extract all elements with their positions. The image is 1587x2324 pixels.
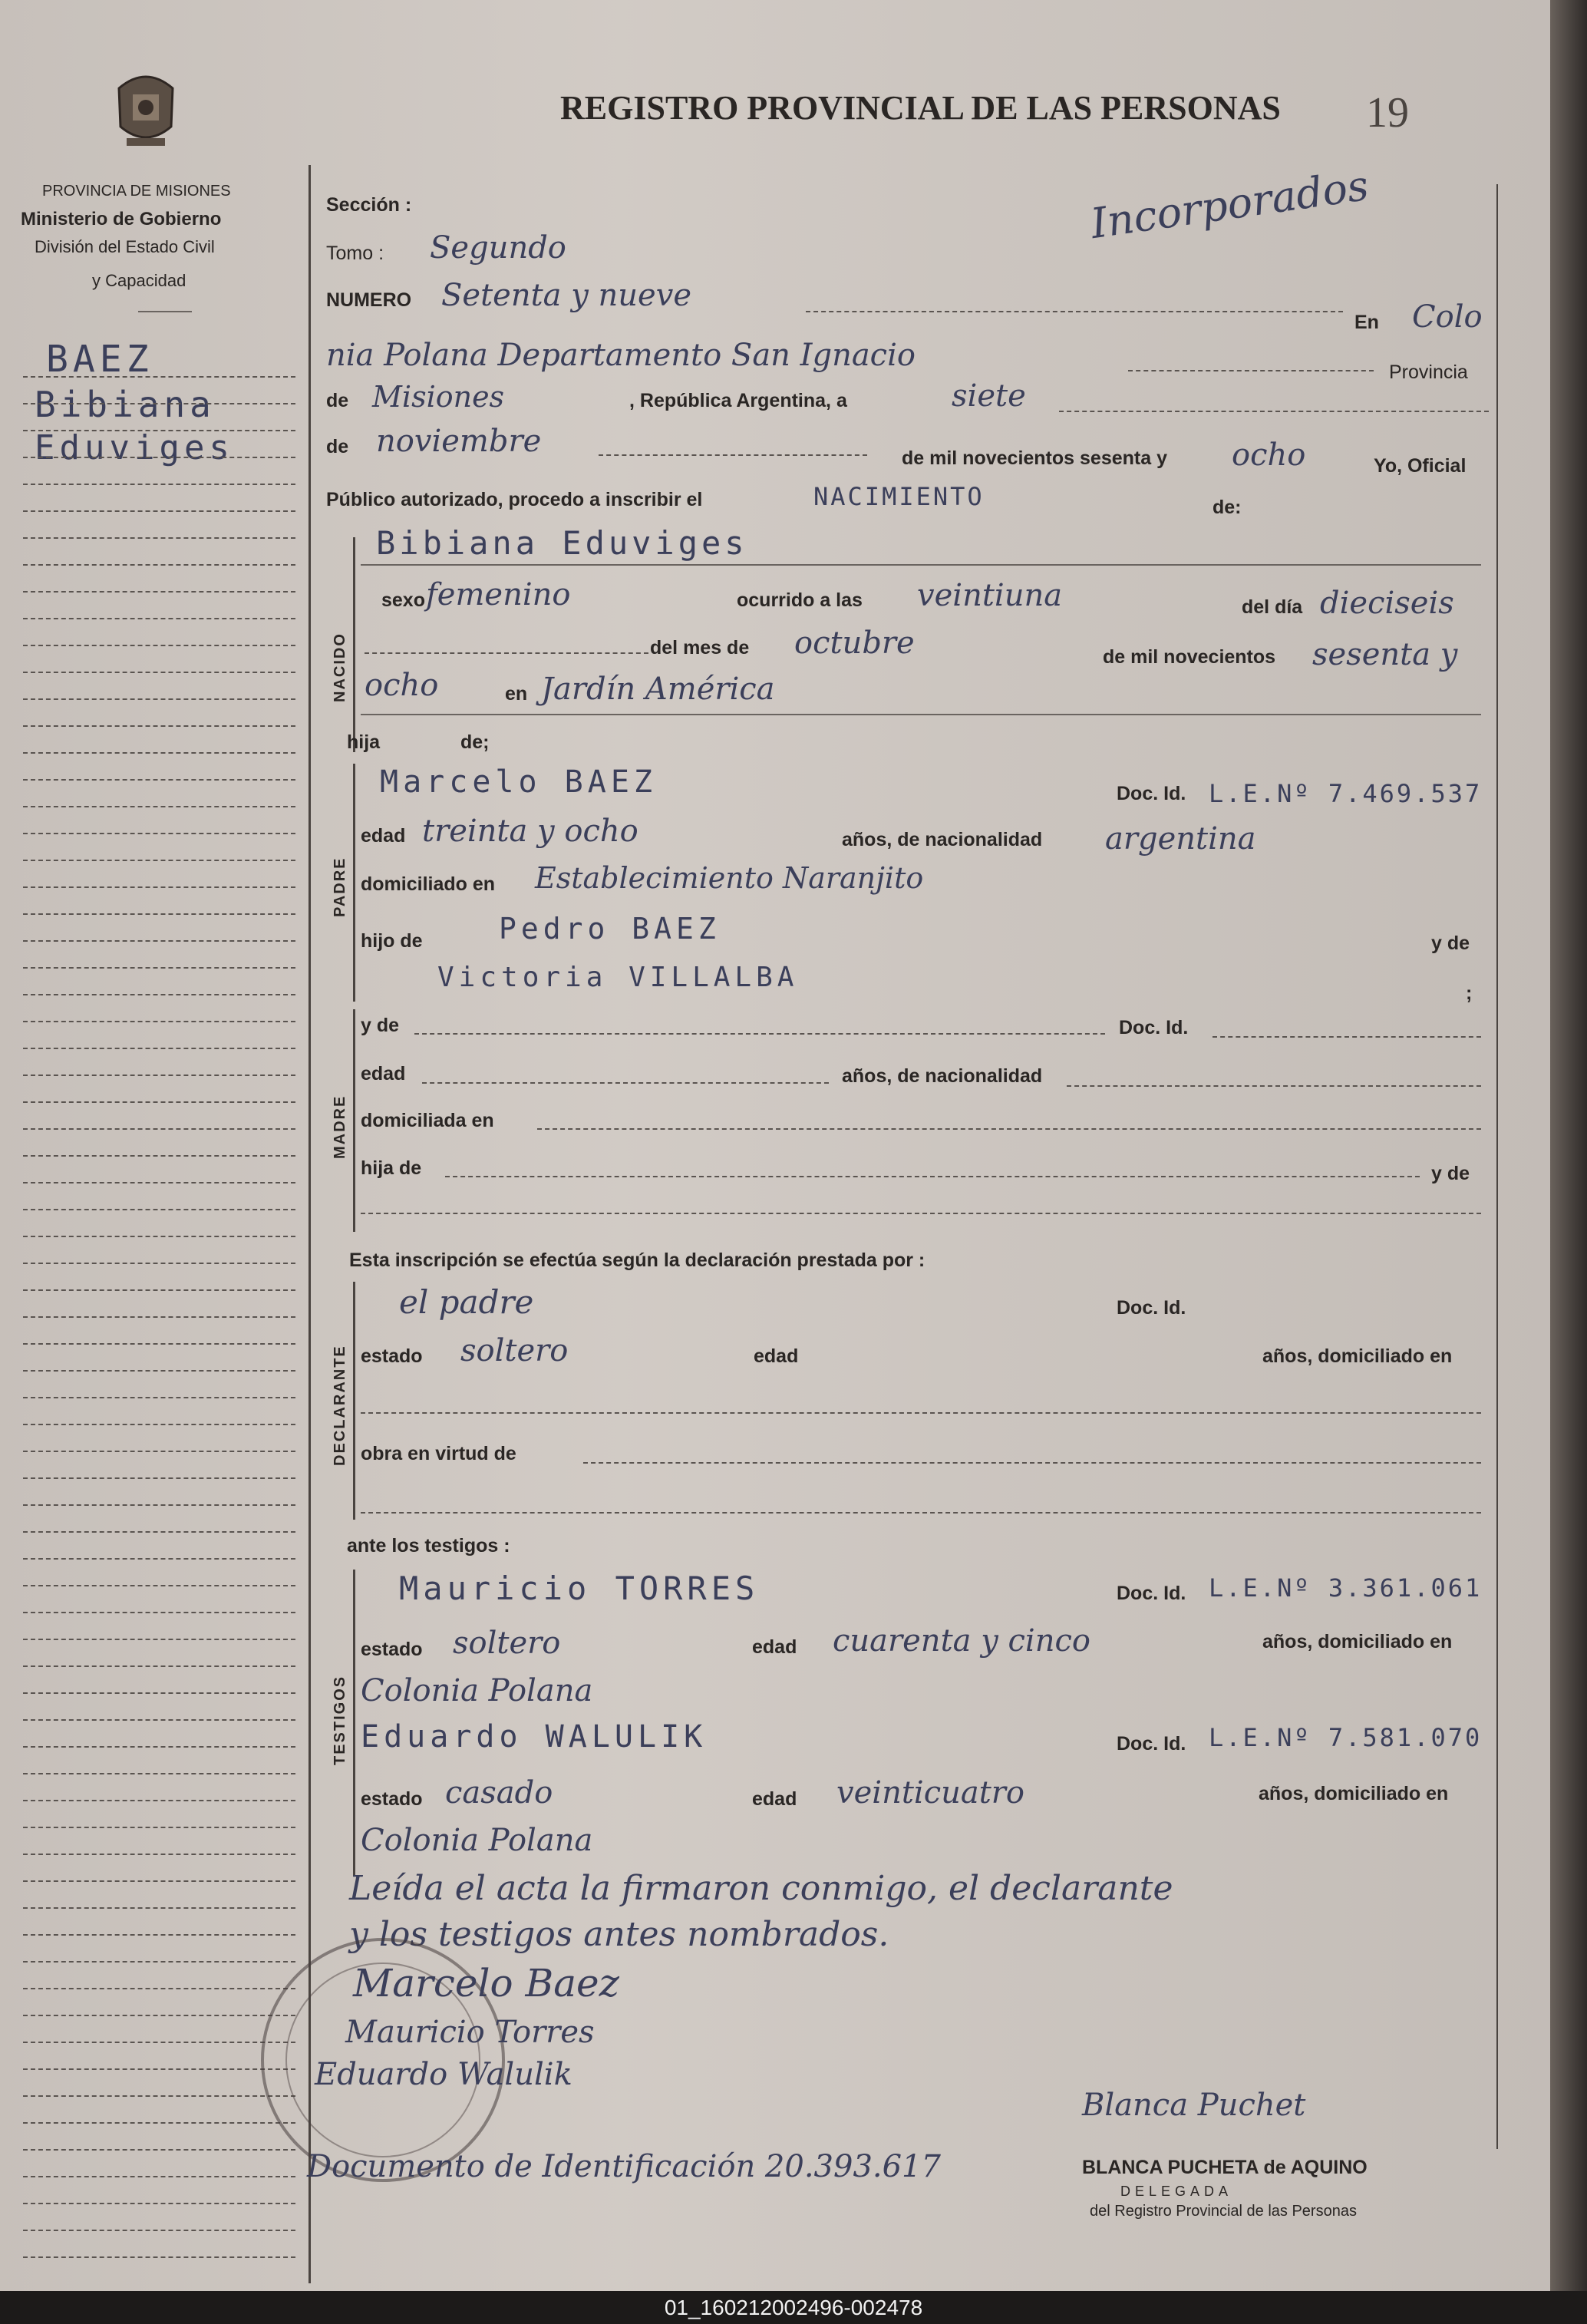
madre-doc-label: Doc. Id. [1119, 1017, 1189, 1038]
en-label-nacido: en [505, 683, 528, 705]
madre-nac-label: años, de nacionalidad [842, 1065, 1043, 1087]
testigo-2-estado-label: estado [361, 1788, 423, 1810]
margin-ruled-line [23, 672, 295, 673]
margin-ruled-line [23, 1021, 295, 1022]
signature-declarante: Marcelo Baez [353, 1961, 619, 2005]
dia-label: del día [1242, 596, 1303, 618]
margin-name-1: Bibiana [35, 384, 216, 425]
margin-ruled-line [23, 1934, 295, 1936]
margin-ruled-line [23, 994, 295, 995]
margin-ruled-line [23, 2149, 295, 2151]
yo-label: Yo, Oficial [1374, 455, 1467, 477]
margin-ruled-line [23, 1343, 295, 1345]
testigo-2-estado: casado [445, 1775, 553, 1811]
margin-ruled-line [23, 913, 295, 915]
mes-value: octubre [794, 626, 915, 661]
day-value: siete [952, 378, 1026, 414]
margin-ruled-line [23, 1531, 295, 1533]
margin-ruled-line [23, 1397, 295, 1398]
month-value: noviembre [376, 424, 542, 459]
book-spine-edge [1550, 0, 1587, 2291]
sexo-label: sexo [381, 589, 425, 611]
province-value: Misiones [372, 380, 505, 414]
declarante-obra-label: obra en virtud de [361, 1443, 516, 1464]
margin-surname: BAEZ [46, 338, 153, 381]
official-title: DELEGADA [1120, 2184, 1233, 2199]
margin-ruled-line [23, 860, 295, 861]
margin-ruled-line [23, 484, 295, 485]
padre-edad-value: treinta y ocho [422, 814, 638, 849]
testigos-intro: ante los testigos : [347, 1535, 510, 1556]
tomo-value: Segundo [430, 230, 566, 266]
margin-ruled-line [23, 1692, 295, 1694]
margin-ruled-line [23, 1075, 295, 1076]
padre-edad-label: edad [361, 825, 406, 847]
margin-ruled-line [23, 1477, 295, 1479]
margin-ruled-line [23, 1289, 295, 1291]
margin-ruled-line [23, 1961, 295, 1963]
anio-label: de mil novecientos [1103, 646, 1276, 668]
margin-ruled-line [23, 564, 295, 566]
tomo-label: Tomo : [326, 243, 384, 264]
agency-line-4: y Capacidad [92, 271, 186, 290]
margin-ruled-line [23, 806, 295, 807]
numero-value: Setenta y nueve [441, 278, 691, 313]
declarante-anios-label: años, domiciliado en [1262, 1345, 1453, 1367]
file-id: 01_160212002496-002478 [664, 2296, 923, 2319]
margin-ruled-line [23, 1800, 295, 1801]
publico-label: Público autorizado, procedo a inscribir el [326, 489, 703, 510]
margin-ruled-line [23, 510, 295, 512]
margin-ruled-line [23, 1048, 295, 1049]
coat-of-arms-icon [104, 65, 188, 150]
testigo-1-edad-label: edad [752, 1636, 797, 1658]
testigo-2-doc-label: Doc. Id. [1117, 1733, 1186, 1755]
signature-testigo-1: Mauricio Torres [345, 2015, 595, 2050]
margin-ruled-line [23, 1612, 295, 1613]
anio-value: sesenta y [1312, 637, 1458, 672]
margin-ruled-line [23, 537, 295, 539]
margin-ruled-line [23, 779, 295, 781]
testigo-1-doc: L.E.Nº 3.361.061 [1209, 1573, 1483, 1603]
margin-ruled-line [23, 2203, 295, 2204]
margin-ruled-line [23, 1370, 295, 1372]
padre-domic-value: Establecimiento Naranjito [535, 861, 924, 895]
margin-ruled-line [23, 2176, 295, 2177]
agency-line-1: PROVINCIA DE MISIONES [42, 183, 231, 200]
dia-value: dieciseis [1320, 586, 1454, 621]
margin-ruled-line [23, 1854, 295, 1855]
padre-hijo-value: Pedro BAEZ [499, 912, 721, 946]
padre-name: Marcelo BAEZ [380, 764, 657, 800]
year-label: de mil novecientos sesenta y [902, 447, 1167, 469]
republica-label: , República Argentina, a [629, 390, 847, 411]
signature-official: Blanca Puchet [1082, 2088, 1306, 2123]
padre-nac-value: argentina [1105, 821, 1256, 857]
nacido-name: Bibiana Eduviges [376, 524, 748, 562]
margin-ruled-line [23, 1263, 295, 1264]
margin-ruled-line [23, 1504, 295, 1506]
testigo-1-estado: soltero [453, 1626, 561, 1661]
padre-nac-label: años, de nacionalidad [842, 829, 1043, 850]
margin-name-2: Eduviges [35, 428, 234, 467]
testigo-1-anios-label: años, domiciliado en [1262, 1631, 1453, 1652]
en-value: Colo [1412, 299, 1483, 335]
en-label: En [1354, 312, 1379, 333]
de-label-1: de [326, 390, 349, 411]
margin-ruled-line [23, 886, 295, 888]
de-colon: de: [1213, 497, 1242, 518]
margin-ruled-line [23, 1558, 295, 1560]
margin-ruled-line [23, 698, 295, 700]
place-value: nia Polana Departamento San Ignacio [326, 338, 916, 373]
margin-ruled-line [23, 1209, 295, 1210]
madre-edad-label: edad [361, 1063, 406, 1084]
official-org: del Registro Provincial de las Personas [1090, 2203, 1357, 2220]
agency-line-2: Ministerio de Gobierno [21, 209, 222, 229]
margin-ruled-line [23, 1451, 295, 1452]
margin-ruled-line [23, 1316, 295, 1318]
annotation-incorporados: Incorporados [1087, 160, 1372, 249]
act-value: NACIMIENTO [813, 482, 985, 511]
margin-ruled-line [23, 1746, 295, 1748]
margin-ruled-line [23, 2230, 295, 2231]
padre-semicolon: ; [1466, 982, 1473, 1004]
margin-ruled-line [23, 1719, 295, 1721]
padre-doc-label: Doc. Id. [1117, 783, 1186, 804]
madre-yde2-label: y de [1431, 1163, 1470, 1184]
margin-ruled-line [23, 618, 295, 619]
page-title: REGISTRO PROVINCIAL DE LAS PERSONAS [560, 89, 1281, 127]
madre-domic-label: domiciliada en [361, 1110, 494, 1131]
margin-ruled-line [23, 725, 295, 727]
section-label-padre: PADRE [332, 857, 348, 917]
file-id-bar [0, 2291, 1587, 2324]
margin-ruled-line [23, 2068, 295, 2070]
margin-ruled-line [23, 2042, 295, 2043]
padre-yde-label: y de [1431, 933, 1470, 954]
margin-ruled-line [23, 1236, 295, 1237]
margin-ruled-line [23, 752, 295, 754]
margin-ruled-line [23, 591, 295, 593]
testigo-2-doc: L.E.Nº 7.581.070 [1209, 1723, 1483, 1752]
declarante-doc-label: Doc. Id. [1117, 1297, 1186, 1319]
margin-ruled-line [23, 1907, 295, 1909]
signature-testigo-2: Eduardo Walulik [315, 2057, 572, 2092]
margin-ruled-line [23, 1101, 295, 1103]
declarante-name: el padre [399, 1283, 534, 1321]
testigo-2-edad: veinticuatro [836, 1775, 1024, 1811]
madre-hija-label: hija de [361, 1157, 422, 1179]
margin-ruled-line [23, 376, 295, 378]
mes-label: del mes de [650, 637, 750, 659]
testigo-2-edad-label: edad [752, 1788, 797, 1810]
margin-ruled-line [23, 1827, 295, 1828]
margin-ruled-line [23, 1182, 295, 1183]
provincia-label: Provincia [1389, 361, 1468, 383]
testigo-1-estado-label: estado [361, 1639, 423, 1660]
margin-ruled-line [23, 2015, 295, 2016]
testigo-2-anios-label: años, domiciliado en [1259, 1783, 1449, 1804]
hija-de: de; [460, 731, 490, 753]
margin-ruled-line [23, 1639, 295, 1640]
madre-yde-label: y de [361, 1015, 400, 1036]
margin-ruled-line [23, 2122, 295, 2124]
margin-ruled-line [23, 403, 295, 404]
closing-line-1: Leída el acta la firmaron conmigo, el declarante [349, 1869, 1173, 1908]
declarante-estado-label: estado [361, 1345, 423, 1367]
margin-ruled-line [23, 1424, 295, 1425]
margin-ruled-line [23, 457, 295, 458]
margin-ruled-line [23, 1773, 295, 1774]
sexo-value: femenino [426, 577, 571, 612]
margin-ruled-line [23, 1665, 295, 1667]
testigo-2-domic: Colonia Polana [361, 1823, 593, 1858]
testigo-1-name: Mauricio TORRES [399, 1570, 760, 1607]
closing-footnote: Documento de Identificación 20.393.617 [307, 2149, 941, 2184]
declarante-edad-label: edad [754, 1345, 799, 1367]
margin-ruled-line [23, 430, 295, 431]
margin-ruled-line [23, 967, 295, 969]
section-label-testigos: TESTIGOS [332, 1675, 348, 1765]
declarante-intro: Esta inscripción se efectúa según la declaración prestada por : [349, 1249, 925, 1271]
testigo-1-edad: cuarenta y cinco [833, 1623, 1090, 1659]
lugar-value: Jardín América [541, 672, 775, 707]
margin-ruled-line [23, 1155, 295, 1157]
hora-value: veintiuna [917, 578, 1063, 613]
margin-ruled-line [23, 2256, 295, 2258]
margin-ruled-line [23, 833, 295, 834]
margin-ruled-line [23, 1585, 295, 1586]
padre-madre-value: Victoria VILLALBA [437, 962, 799, 993]
margin-ruled-line [23, 645, 295, 646]
section-label-nacido: NACIDO [332, 632, 348, 702]
year-value: ocho [1232, 437, 1306, 473]
anio-value-2: ocho [365, 668, 439, 703]
margin-ruled-line [23, 940, 295, 942]
hija-label: hija [347, 731, 381, 753]
testigo-2-name: Eduardo WALULIK [361, 1719, 708, 1755]
section-label-madre: MADRE [332, 1094, 348, 1159]
padre-hijo-label: hijo de [361, 930, 423, 952]
ocurrido-label: ocurrido a las [737, 589, 863, 611]
section-label-declarante: DECLARANTE [332, 1345, 348, 1466]
padre-doc-value: L.E.Nº 7.469.537 [1209, 779, 1483, 808]
agency-divider [138, 311, 192, 312]
seccion-label: Sección : [326, 194, 412, 216]
testigo-1-domic: Colonia Polana [361, 1673, 593, 1708]
right-border [1496, 184, 1498, 2149]
declarante-estado-value: soltero [460, 1333, 569, 1368]
margin-ruled-line [23, 1988, 295, 1989]
agency-line-3: División del Estado Civil [35, 237, 215, 256]
page-number: 19 [1366, 89, 1409, 137]
margin-ruled-line [23, 2095, 295, 2097]
testigo-1-doc-label: Doc. Id. [1117, 1583, 1186, 1604]
de-label-2: de [326, 436, 349, 457]
official-name: BLANCA PUCHETA de AQUINO [1082, 2157, 1368, 2178]
closing-line-2: y los testigos antes nombrados. [349, 1915, 889, 1954]
padre-domic-label: domiciliado en [361, 873, 496, 895]
margin-ruled-line [23, 1128, 295, 1130]
margin-ruled-line [23, 1880, 295, 1882]
numero-label: NUMERO [326, 289, 412, 311]
